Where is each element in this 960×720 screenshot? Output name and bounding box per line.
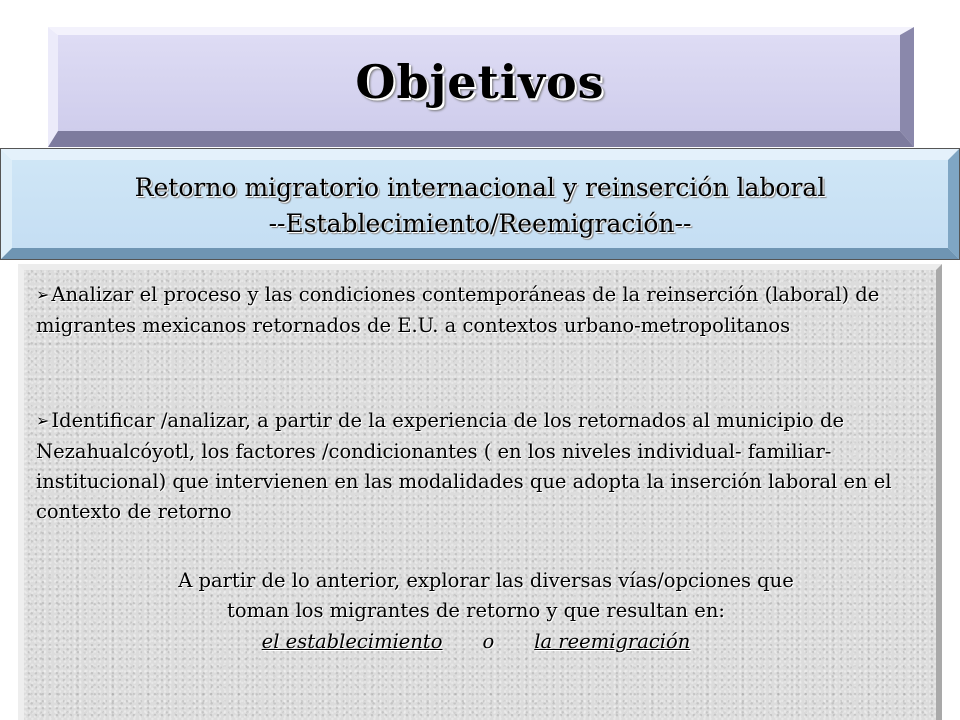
option-establecimiento: el establecimiento — [261, 630, 443, 653]
objective-text-2: Identificar /analizar, a partir de la experiencia de los retornados al municipio de Nezahualcóyotl, los factores /condicionantes ( en los niveles individual- familiar-institucional) que intervienen en las modalidades que adopta la inserción laboral en el contexto de retorno — [36, 409, 892, 523]
objective-item-1 — [36, 280, 916, 341]
subtitle-line-2: --Establecimiento/Reemigración-- — [268, 209, 692, 238]
objective-text-1: Analizar el proceso y las condiciones contemporáneas de la reinserción (laboral) de migrantes mexicanos retornados de E.U. a contextos urbano-metropolitanos — [36, 283, 880, 337]
option-connector: o — [482, 630, 495, 653]
subtitle-banner-bevel — [0, 148, 960, 260]
closing-options — [36, 627, 916, 657]
page-title: Objetivos — [355, 55, 605, 109]
subtitle-banner — [0, 148, 960, 260]
arrow-bullet-icon: ➢ — [36, 285, 50, 304]
closing-line-2: toman los migrantes de retorno y que resultan en: — [227, 599, 725, 622]
arrow-bullet-icon: ➢ — [36, 411, 50, 430]
option-reemigracion: la reemigración — [534, 630, 691, 653]
closing-line-1: A partir de lo anterior, explorar las diversas vías/opciones que — [178, 569, 794, 592]
subtitle-line-1: Retorno migratorio internacional y reinserción laboral — [134, 173, 826, 202]
objective-item-2 — [36, 406, 916, 527]
